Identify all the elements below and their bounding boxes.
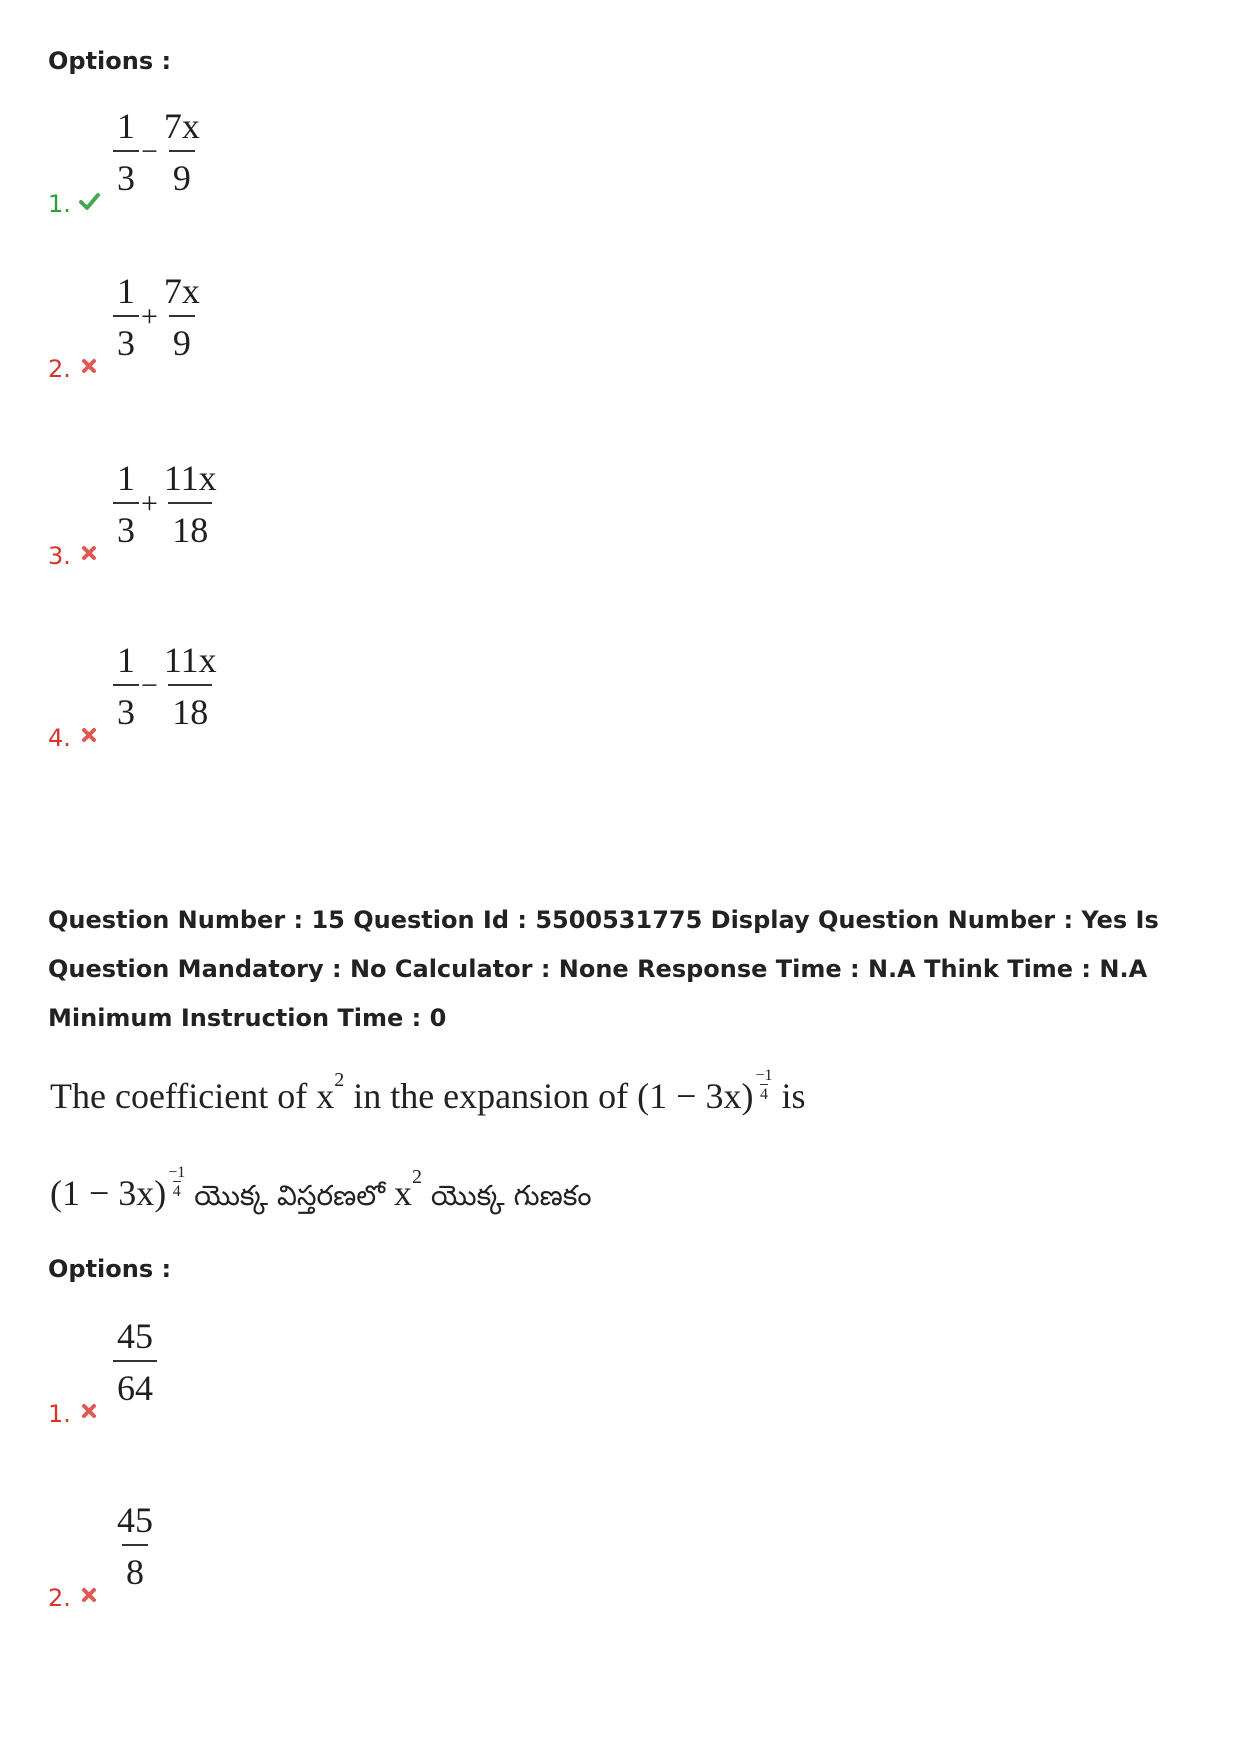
cross-icon — [78, 542, 100, 564]
denominator: 64 — [113, 1360, 157, 1406]
operator: + — [141, 487, 158, 520]
question-text: The coefficient of x — [50, 1076, 335, 1116]
question-text-english — [50, 1068, 805, 1117]
denominator: 3 — [113, 150, 139, 196]
numerator: 11x — [163, 640, 217, 680]
numerator: 45 — [117, 1500, 153, 1540]
options-heading: Options : — [48, 47, 172, 75]
denominator: 18 — [168, 502, 212, 548]
cross-icon — [78, 355, 100, 377]
question-text: is — [772, 1076, 806, 1116]
numerator: 7x — [163, 271, 200, 311]
numerator: 11x — [163, 458, 217, 498]
denominator: 9 — [169, 315, 195, 361]
expression-base: (1 − 3x) — [50, 1173, 167, 1213]
fraction — [113, 460, 139, 548]
expression-base: (1 − 3x) — [637, 1076, 754, 1116]
numerator: 1 — [117, 640, 135, 680]
check-icon — [78, 190, 100, 212]
denominator: 3 — [113, 502, 139, 548]
option-expression — [113, 108, 204, 196]
exponent: 2 — [411, 1166, 422, 1188]
option-number: 1. — [48, 190, 71, 218]
question-meta: Question Number : 15 Question Id : 5500531775 Display Question Number : Yes Is Question Mandatory : No Calculator : None Response Time : N.A Think Time : N.A Minimum Instruction Time : 0 — [48, 906, 1159, 1032]
exponent: 2 — [334, 1069, 345, 1091]
operator: − — [141, 669, 158, 702]
fraction — [113, 108, 139, 196]
fraction — [160, 642, 221, 730]
fraction — [113, 1318, 157, 1406]
question-text-telugu — [50, 1165, 592, 1219]
denominator: 8 — [122, 1544, 148, 1590]
operator: − — [141, 135, 158, 168]
fraction — [113, 273, 139, 361]
denominator: 3 — [113, 684, 139, 730]
cross-icon — [78, 1584, 100, 1606]
cross-icon — [78, 1400, 100, 1422]
numerator: −1 — [168, 1164, 186, 1181]
operator: + — [141, 300, 158, 333]
option-number: 2. — [48, 355, 71, 383]
fraction — [160, 273, 204, 361]
fraction — [160, 108, 204, 196]
option-number: 1. — [48, 1400, 71, 1428]
option-expression — [113, 460, 221, 548]
telugu-text: యొక్క విస్తరణలో — [185, 1179, 394, 1212]
numerator: 1 — [117, 458, 135, 498]
option-expression — [113, 273, 204, 361]
fractional-exponent — [168, 1165, 185, 1200]
fraction — [113, 642, 139, 730]
fraction — [113, 1502, 157, 1590]
denominator: 4 — [759, 1086, 768, 1103]
telugu-text: యొక్క గుణకం — [421, 1179, 592, 1212]
numerator: 1 — [117, 271, 135, 311]
option-number: 3. — [48, 542, 71, 570]
option-number: 2. — [48, 1584, 71, 1612]
question-text: in the expansion of — [344, 1076, 638, 1116]
variable: x — [393, 1173, 412, 1213]
denominator: 18 — [168, 684, 212, 730]
denominator: 9 — [169, 150, 195, 196]
numerator: −1 — [755, 1067, 773, 1084]
denominator: 4 — [172, 1183, 181, 1200]
numerator: 1 — [117, 106, 135, 146]
fractional-exponent — [755, 1068, 772, 1103]
option-expression — [113, 642, 221, 730]
cross-icon — [78, 724, 100, 746]
option-expression — [113, 1318, 157, 1406]
option-number: 4. — [48, 724, 71, 752]
options-heading: Options : — [48, 1255, 172, 1283]
fraction — [160, 460, 221, 548]
numerator: 7x — [163, 106, 200, 146]
denominator: 3 — [113, 315, 139, 361]
numerator: 45 — [117, 1316, 153, 1356]
option-expression — [113, 1502, 157, 1590]
